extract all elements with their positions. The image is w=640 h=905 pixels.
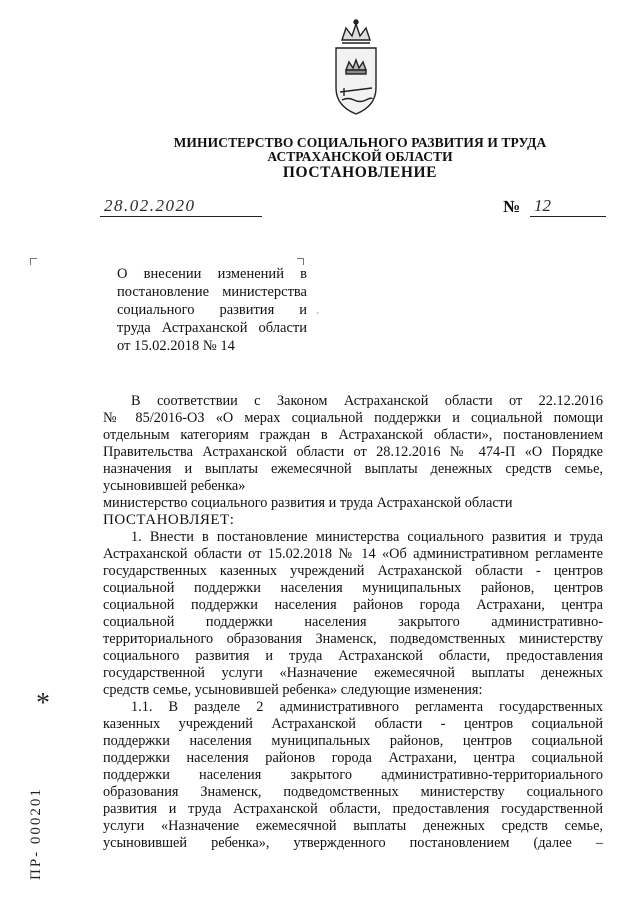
subject-corner-left — [30, 258, 37, 265]
body-line: 1.1. В разделе 2 административного регламента государственных — [131, 699, 603, 715]
ministry-title-line1: МИНИСТЕРСТВО СОЦИАЛЬНОГО РАЗВИТИЯ И ТРУДА — [173, 135, 547, 150]
body-line: поддержки населения закрытого административно-территориального — [103, 767, 603, 783]
subject-corner-right — [297, 258, 304, 265]
subject-block — [117, 265, 307, 355]
resolution-word: ПОСТАНОВЛЯЕТ: — [103, 512, 235, 528]
body-line: отдельным категориям граждан в Астраханской области», постановлением — [103, 427, 603, 443]
body-line: образования Знаменск, подведомственных министерству социального — [103, 784, 603, 800]
document-type: ПОСТАНОВЛЕНИЕ — [282, 164, 438, 181]
side-star-mark: * — [36, 688, 50, 719]
body-line: В соответствии с Законом Астраханской области от 22.12.2016 — [131, 393, 603, 409]
body-line: развития и труда Астраханской области, предоставления государственной — [103, 801, 603, 817]
body-line: министерство социального развития и труда Астраханской области — [103, 495, 513, 511]
margin-tick-mark: ˊ — [316, 312, 320, 323]
subject-line: социального развития и — [117, 302, 307, 318]
document-number: 12 — [530, 196, 606, 217]
subject-line: труда Астраханской области — [117, 320, 307, 336]
number-sign: № — [503, 197, 521, 216]
side-registration-code: ПР- 000201 — [28, 787, 44, 880]
coat-of-arms-emblem — [328, 18, 384, 118]
body-line: Правительства Астраханской области от 28.12.2016 № 474-П «О Порядке — [103, 444, 603, 460]
body-line: государственных казенных учреждений Астраханской области - центров — [103, 563, 603, 579]
body-line: усыновившей ребенка» — [103, 478, 246, 494]
body-line: социальной поддержки населения районов города Астрахани, центра — [103, 597, 603, 613]
body-line: № 85/2016-ОЗ «О мерах социальной поддержки и социальной помощи — [103, 410, 603, 426]
subject-line: постановление министерства — [117, 284, 307, 300]
body-line: назначения и выплаты ежемесячной выплаты денежных средств семье, — [103, 461, 603, 477]
body-line: усыновившей ребенка», утвержденного постановлением (далее – — [103, 835, 603, 851]
subject-line: от 15.02.2018 № 14 — [117, 338, 235, 354]
body-line: поддержки населения муниципальных районов, центров социальной — [103, 733, 603, 749]
body-line: социального развития и труда Астраханской области, предоставления — [103, 648, 603, 664]
body-line: услуги «Назначение ежемесячной выплаты денежных средств семье, — [103, 818, 603, 834]
body-line: государственной услуги «Назначение ежемесячной выплаты денежных — [103, 665, 603, 681]
document-body — [103, 393, 603, 852]
body-line: поддержки населения районов города Астрахани, центра социальной — [103, 750, 603, 766]
body-line: казенных учреждений Астраханской области - центров социальной — [103, 716, 603, 732]
subject-line: О внесении изменений в — [117, 266, 307, 282]
body-line: 1. Внести в постановление министерства социального развития и труда — [131, 529, 603, 545]
document-date: 28.02.2020 — [100, 196, 262, 217]
ministry-title-line2: АСТРАХАНСКОЙ ОБЛАСТИ — [267, 149, 453, 164]
body-line: социальной поддержки населения муниципальных районов, центров — [103, 580, 603, 596]
body-line: социальной поддержки населения закрытого административно- — [103, 614, 603, 630]
body-line: территориального образования Знаменск, подведомственных министерству — [103, 631, 603, 647]
body-line: Астраханской области от 15.02.2018 № 14 «Об административном регламенте — [103, 546, 603, 562]
body-line: средств семье, усыновившей ребенка» следующие изменения: — [103, 682, 483, 698]
